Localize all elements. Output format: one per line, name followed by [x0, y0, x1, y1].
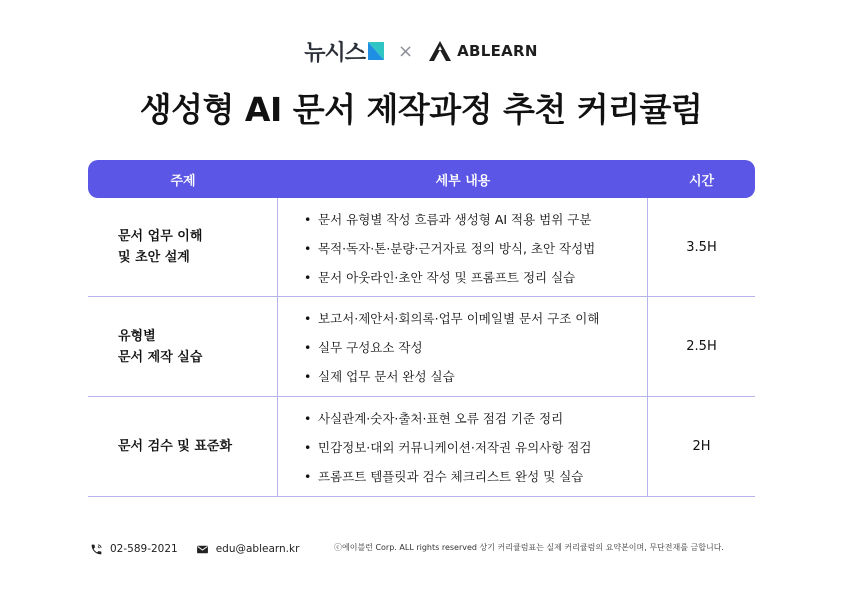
time-cell: 2.5H	[686, 339, 717, 354]
topic-cell	[88, 198, 278, 296]
curriculum-table	[88, 160, 755, 497]
time-cell: 3.5H	[686, 239, 717, 255]
phone-icon	[90, 543, 103, 556]
ablearn-logo-text: ABLEARN	[457, 42, 538, 60]
bullet-icon: •	[304, 212, 312, 227]
newsis-mark-icon	[368, 42, 384, 60]
topic-cell	[88, 297, 278, 396]
list-item	[304, 365, 647, 394]
list-item-text: 실무 구성요소 작성	[318, 340, 423, 355]
phone-contact	[90, 543, 178, 556]
email-address[interactable]: edu@ablearn.kr	[215, 543, 300, 555]
details-cell	[278, 397, 648, 496]
list-item	[304, 407, 647, 436]
topic-text	[118, 226, 202, 268]
bullet-icon: •	[304, 411, 312, 426]
list-item-text: 프롬프트 템플릿과 검수 체크리스트 완성 및 실습	[318, 469, 584, 484]
topic-line: 문서 제작 실습	[118, 349, 203, 365]
table-row	[88, 397, 755, 497]
list-item	[304, 436, 647, 465]
partner-logos	[0, 36, 842, 66]
topic-text	[118, 436, 232, 457]
email-contact	[196, 543, 300, 556]
header-time: 시간	[688, 173, 715, 189]
list-item	[304, 266, 647, 295]
list-item-text: 문서 유형별 작성 흐름과 생성형 AI 적용 범위 구분	[318, 212, 592, 227]
topic-line: 문서 업무 이해	[118, 229, 203, 244]
footer-contact	[90, 541, 299, 557]
list-item-text: 사실관계·숫자·출처·표현 오류 점검 기준 정리	[318, 411, 564, 426]
topic-cell	[88, 397, 278, 496]
time-cell: 2H	[692, 439, 711, 454]
table-header	[88, 160, 755, 198]
bullet-icon: •	[304, 241, 312, 256]
list-item-text: 문서 아웃라인·초안 작성 및 프롬프트 정리 실습	[318, 270, 576, 285]
topic-line: 유형별	[118, 328, 156, 344]
separator-x: ×	[398, 40, 414, 62]
list-item	[304, 307, 647, 336]
bullet-icon: •	[304, 270, 312, 285]
list-item	[304, 208, 647, 237]
list-item	[304, 336, 647, 365]
list-item	[304, 237, 647, 266]
bullet-icon: •	[304, 369, 312, 384]
list-item	[304, 465, 647, 494]
table-row	[88, 198, 755, 297]
table-row	[88, 297, 755, 397]
page-title: 생성형 AI 문서 제작과정 추천 커리큘럼	[139, 90, 703, 129]
header-details: 세부 내용	[435, 173, 491, 189]
header-topic: 주제	[170, 173, 196, 189]
list-item-text: 보고서·제안서·회의록·업무 이메일별 문서 구조 이해	[318, 311, 600, 326]
details-cell	[278, 297, 648, 396]
details-cell	[278, 198, 648, 296]
newsis-logo	[304, 36, 384, 67]
phone-number[interactable]: 02-589-2021	[110, 543, 178, 555]
topic-line: 및 초안 설계	[118, 250, 190, 265]
bullet-icon: •	[304, 311, 312, 326]
list-item-text: 민감정보·대외 커뮤니케이션·저작권 유의사항 점검	[318, 440, 592, 455]
list-item-text: 목적·독자·톤·분량·근거자료 정의 방식, 초안 작성법	[318, 241, 596, 256]
newsis-logo-text: 뉴시스	[304, 40, 365, 66]
ablearn-logo	[429, 41, 538, 61]
topic-line: 문서 검수 및 표준화	[118, 439, 233, 454]
list-item-text: 실제 업무 문서 완성 실습	[318, 369, 455, 384]
mail-icon	[196, 543, 209, 556]
bullet-icon: •	[304, 469, 312, 484]
copyright-notice: ⓒ에이블런 Corp. ALL rights reserved 상기 커리큘럼표는 실제 커리큘럼의 요약본이며, 무단전재를 금합니다.	[334, 543, 724, 552]
ablearn-mark-icon	[429, 41, 451, 61]
bullet-icon: •	[304, 440, 312, 455]
topic-text	[118, 326, 202, 368]
bullet-icon: •	[304, 340, 312, 355]
